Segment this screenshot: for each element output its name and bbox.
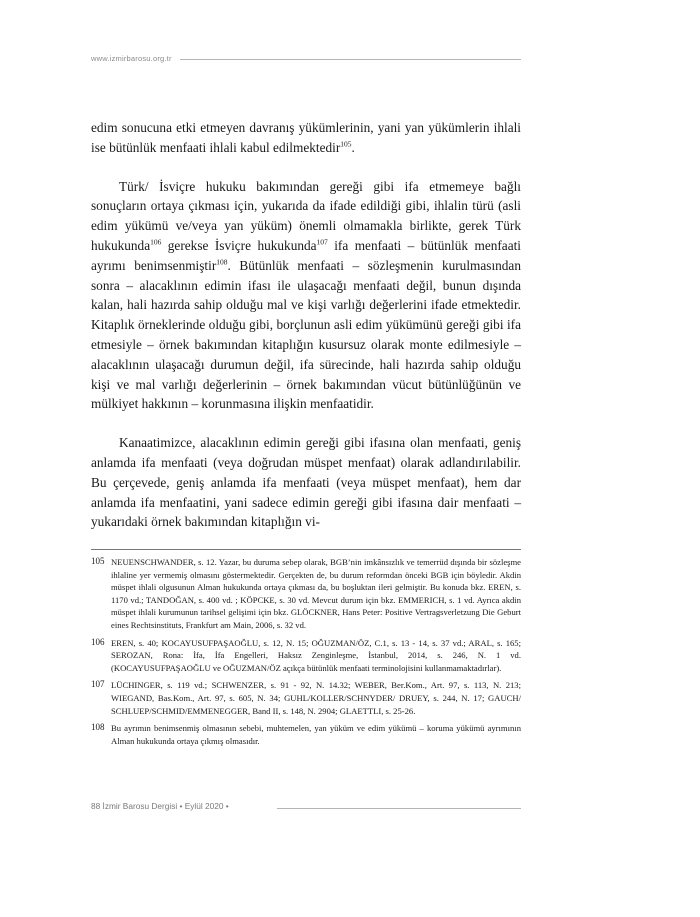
paragraph-1-end: . <box>351 139 355 155</box>
footnote-ref-107[interactable]: 107 <box>316 237 328 247</box>
footnote-number: 106 <box>91 636 105 647</box>
footnote-number: 108 <box>91 722 105 733</box>
footnote-text: NEUENSCHWANDER, s. 12. Yazar, bu duruma sebep olarak, BGB’nin imkânsızlık ve temerrüd dışında bir sözleşme ihlaline yer vermemiş olmasını göstermektedir. Gerçekten de, bu durum reformdan önceki BGB için böyledir. Akdin müspet ihlali olgusunun Alman hukukunda ortaya çıkması da, bu boşluktan ileri gelmiştir. Bu konuda bkz. EREN, s. 1170 vd.; TANDOĞAN, s. 400 vd. ; KÖPCKE, s. 30 vd. Mevcut durum için bkz. EMMERICH, s. 1 vd. Ayrıca akdin müspet ihlali kurumunun tarihsel gelişimi için bkz. GLÖCKNER, Hans Peter: Positive Vertragsverletzung Die Geburt eines Rechtsinstituts, Frankfurt am Main, 2006, s. 32 vd. <box>111 557 521 630</box>
paragraph-1 <box>91 118 521 158</box>
footnote-ref-108[interactable]: 108 <box>216 257 228 267</box>
paragraph-2-text-c: ifa menfaati – bütünlük menfaati ayrımı benimsenmiştir <box>91 237 521 273</box>
footnote-number: 105 <box>91 556 105 566</box>
paragraph-3: Kanaatimizce, alacaklının edimin gereği gibi ifasına olan menfaati, geniş anlamda ifa menfaati (veya doğrudan müspet menfaat) olarak adlandırılabilir. Bu çerçevede, geniş anlamda ifa menfaati (veya müspet menfaat), hem dar anlamda ifa menfaatini, yani sadece edimin gereği gibi ifasına dair menfaati – yukarıdaki örnek bakımından kitaplığın vi- <box>91 435 521 530</box>
footnote-rule <box>91 549 521 550</box>
footnote-108 <box>91 722 521 747</box>
paragraph-2-text-b: gerekse İsviçre hukukunda <box>161 237 317 253</box>
page-footer <box>91 801 521 815</box>
paragraph-2-text-a: Türk/ İsviçre hukuku bakımından gereği gibi ifa etmemeye bağlı sonuçların ortaya çıkması için, yukarıda da ifade edildiği gibi, ihlalin türü (asli edim yükümü ve/veya yan yüküm) önemli olmamakla birlikte, gerek Türk hukukunda <box>91 178 521 253</box>
footnote-number: 107 <box>91 679 105 690</box>
paragraph-2 <box>91 177 521 415</box>
footnote-text: LÜCHINGER, s. 119 vd.; SCHWENZER, s. 91 - 92, N. 14.32; WEBER, Ber.Kom., Art. 97, s. 113, N. 213; WIEGAND, Bas.Kom., Art. 97, s. 605, N. 34; GUHL/KOLLER/SCHNYDER/ DRUEY, s. 244, N. 17; GAUCH/ SCHLUEP/SCHMID/EMMENEGGER, Band II, s. 148, N. 2904; GLAETTLI, s. 25-26. <box>111 680 521 716</box>
footnote-106 <box>91 637 521 675</box>
footer-rule <box>277 808 521 809</box>
paragraph-2-text-d: . Bütünlük menfaati – sözleşmenin kurulmasından sonra – alacaklının edimin ifası ile ulaşacağı menfaati değil, bunun dışında kalan, hali hazırda sahip olduğu mal ve kişi varlığı değerlerini ifade etmektedir. Kitaplık örneklerinde olduğu gibi, borçlunun asli edim yükümünü gereği gibi ifa etmesiyle – örnek bakımından kitaplığın kusursuz olarak monte edilmesiyle – alacaklının ulaşacağı durumun değil, ifa sürecinde, hali hazırda sahip olduğu kişi ve mal varlığı değerlerinin – örnek bakımından vücut bütünlüğünün ve mülkiyet hakkının – korunmasına ilişkin menfaatidir. <box>91 257 521 412</box>
header-url: www.izmirbarosu.org.tr <box>91 54 172 63</box>
footer-text: 88 İzmir Barosu Dergisi • Eylül 2020 • <box>91 801 229 811</box>
paragraph-1-text: edim sonucuna etki etmeyen davranış yükümlerinin, yani yan yükümlerin ihlali ise bütünlük menfaati ihlali kabul edilmektedir <box>91 120 521 155</box>
footnote-ref-105[interactable]: 105 <box>340 139 352 149</box>
header-rule <box>180 59 521 60</box>
footnote-ref-106[interactable]: 106 <box>150 237 162 247</box>
footnote-text: EREN, s. 40; KOCAYUSUFPAŞAOĞLU, s. 12, N. 15; OĞUZMAN/ÖZ, C.1, s. 13 - 14, s. 37 vd.; ARAL, s. 165; SEROZAN, Rona: İfa, İfa Engelleri, Haksız Zenginleşme, İstanbul, 2014, s. 246, N. 1 vd. (KOCAYUSUFPAŞAOĞLU ve OĞUZMAN/ÖZ açıkça bütünlük menfaati terminolojisini kullanmamaktadırlar). <box>111 637 521 673</box>
footnote-text: Bu ayrımın benimsenmiş olmasının sebebi, muhtemelen, yan yüküm ve edim yükümü – koruma yükümü ayrımının Alman hukukunda ortaya çıkmış olmasıdır. <box>111 723 521 746</box>
footnote-107 <box>91 679 521 717</box>
footnote-105 <box>91 556 521 632</box>
footnotes <box>91 556 521 752</box>
body-text <box>91 118 521 532</box>
